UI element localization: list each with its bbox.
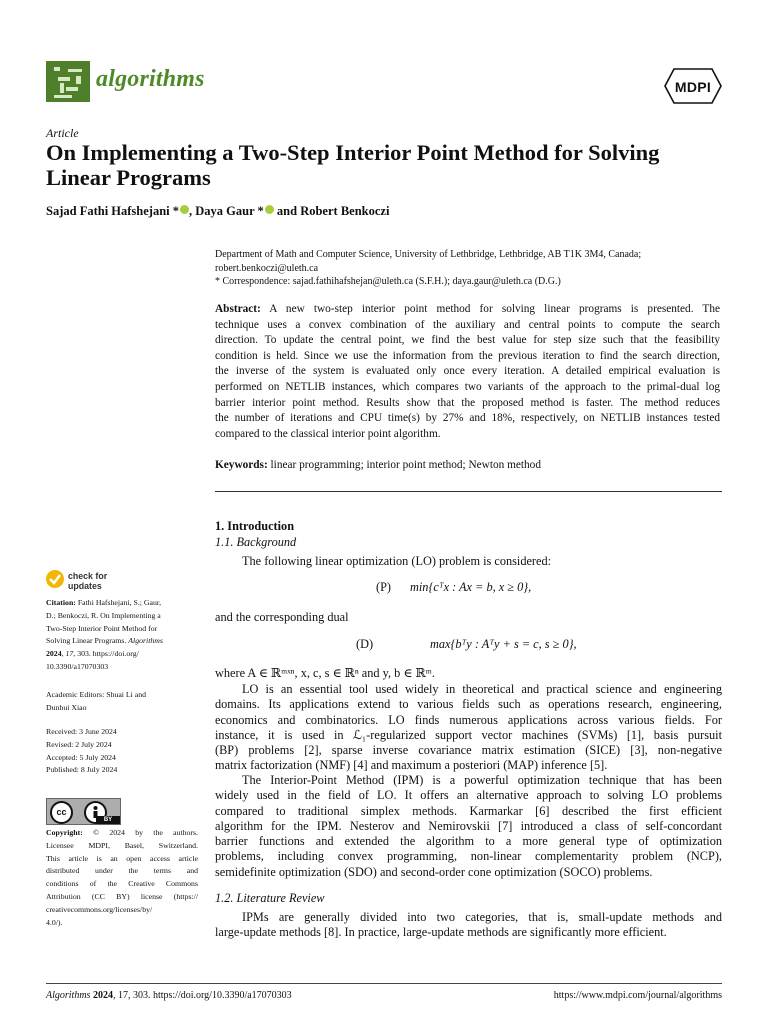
journal-name[interactable]: algorithms — [96, 66, 205, 92]
subsection-heading: 1.1. Background — [215, 535, 297, 549]
affiliation-line: Department of Math and Computer Science, University of Lethbridge, Lethbridge, AB T1K 3M4, Canada; — [215, 249, 642, 260]
author-name[interactable]: , Daya Gaur * — [189, 204, 264, 218]
footer-citation[interactable] — [46, 990, 292, 1001]
equation-primal: min{cᵀx : Ax = b, x ≥ 0}, — [410, 580, 532, 594]
copyright-link[interactable]: creativecommons.org/licenses/by/ — [46, 904, 153, 914]
copyright-text[interactable]: Attribution (CC BY) license (https:// — [46, 891, 198, 901]
orcid-icon[interactable] — [180, 205, 189, 214]
footer-year: 2024 — [92, 990, 113, 1001]
copyright-block — [46, 827, 198, 929]
citation-text: Fathi Hafshejani, S.; Gaur, — [75, 598, 162, 607]
paragraph — [215, 682, 722, 774]
citation-volume: , 17, — [61, 649, 76, 659]
divider — [215, 491, 722, 492]
copyright-text: conditions of the Creative Commons — [46, 879, 198, 889]
paragraph-line: algorithm for the IPM. Nesterov and Nemirovskii [7] introduced a class of self-concordant — [215, 818, 722, 833]
paragraph-text: and the corresponding dual — [215, 610, 349, 624]
footer-doi: , 17, 303. https://doi.org/10.3390/a17070303 — [112, 990, 292, 1001]
academic-editors — [46, 689, 146, 715]
title-line: Linear Programs — [46, 165, 211, 190]
citation-text: Solving Linear Programs. — [46, 636, 129, 646]
paragraph-line: compared to traditional simplex methods. Karmarkar [6] described the first efficient — [215, 803, 722, 818]
citation-text: Two-Step Interior Point Method for — [46, 623, 158, 633]
publication-dates — [46, 726, 117, 777]
orcid-icon[interactable] — [265, 205, 274, 214]
citation-text: D.; Benkoczi, R. On Implementing a — [46, 610, 161, 620]
equation-label: (P) — [376, 580, 392, 594]
check-for-updates-button[interactable] — [68, 571, 107, 591]
mdpi-logo[interactable] — [664, 68, 722, 104]
footer-divider — [46, 983, 722, 984]
abstract-line: the number of iterations and CPU time(s) by 27% and 18%, respectively, on NETLIB instances tested — [215, 412, 720, 425]
paragraph-line: barrier functions and extended the algorithm to a more general type of optimization — [215, 834, 722, 849]
abstract-line: technique uses a convex combination of the auxiliary and central points to compute the search — [215, 318, 720, 331]
equation-dual: max{bᵀy : Aᵀy + s = c, s ≥ 0}, — [430, 637, 577, 651]
keywords-text: linear programming; interior point method; Newton method — [267, 459, 541, 471]
abstract-text: A new two-step interior point method for solving linear programs is presented. The — [260, 303, 720, 315]
cc-icon: cc — [50, 801, 73, 824]
subsection-heading: 1.2. Literature Review — [215, 891, 325, 905]
cc-by-label: BY — [96, 816, 120, 824]
abstract-line: the inverse of the system is evaluated only once every iteration. A detailed empirical evaluation is — [215, 365, 720, 378]
cc-by-license-badge[interactable] — [46, 798, 121, 825]
abstract-line: barrier interior point method. Results show that the proposed method is faster. The method reduces — [215, 396, 720, 409]
paragraph-line: large-update methods [8]. In practice, large-update methods are significantly more efficient. — [215, 925, 667, 940]
section-heading: 1. Introduction — [215, 519, 295, 533]
date-revised: Revised: 2 July 2024 — [46, 739, 112, 749]
footer-journal-url[interactable]: https://www.mdpi.com/journal/algorithms — [553, 990, 722, 1001]
copyright-link[interactable]: 4.0/). — [46, 917, 63, 927]
editors-text: Dunhui Xiao — [46, 702, 87, 712]
equation-label: (D) — [356, 637, 374, 651]
abstract-line: condition is held. Since we use the information from the previous iteration to find the search direction, — [215, 349, 720, 362]
copyright-text: distributed under the terms and — [46, 866, 198, 876]
abstract-line: performed on NETLIB instances, which compares two variants of the approach to the primal-dual log — [215, 380, 720, 393]
paragraph-line: (BP) problems [2], sparse inverse covariance matrix estimation (SICE) [3], non-negative — [215, 743, 722, 758]
date-received: Received: 3 June 2024 — [46, 727, 117, 736]
citation-doi[interactable]: 10.3390/a17070303 — [46, 661, 109, 671]
abstract-line: direction. To update the central point, we find the best value for step size such that the feasibility — [215, 334, 720, 347]
title-line: On Implementing a Two-Step Interior Point Method for Solving — [46, 140, 660, 165]
article-type: Article — [46, 126, 79, 140]
copyright-text: Licensee MDPI, Basel, Switzerland. — [46, 840, 198, 850]
paragraph-line: problems, including convex programming, non-linear complementarity problem (NCP), — [215, 849, 722, 864]
paragraph-line: domains. Its applications extend to various fields such as operations research, engineering, — [215, 697, 722, 712]
abstract-line: compared to the classical interior point algorithm. — [215, 427, 441, 440]
author-list — [46, 204, 389, 219]
check-for-updates-icon[interactable] — [46, 570, 64, 588]
paragraph-line: The Interior-Point Method (IPM) is a powerful optimization technique that has been — [242, 773, 722, 787]
mdpi-logo-text: MDPI — [674, 79, 712, 95]
article-title — [46, 140, 659, 190]
keywords-label: Keywords: — [215, 459, 268, 471]
citation-label: Citation: — [46, 598, 76, 607]
paragraph-text: where A ∈ ℝᵐˣⁿ, x, c, s ∈ ℝⁿ and y, b ∈ ℝᵐ. — [215, 666, 435, 680]
citation-block — [46, 597, 163, 674]
check-text: updates — [68, 581, 102, 591]
copyright-text: © 2024 by the authors. — [82, 828, 198, 837]
citation-year: 2024 — [46, 649, 62, 659]
paragraph-line: IPMs are generally divided into two categories, that is, small-update methods and — [242, 910, 722, 924]
abstract-line — [215, 302, 720, 318]
paragraph — [215, 773, 722, 880]
date-published: Published: 8 July 2024 — [46, 765, 118, 775]
keywords — [215, 459, 541, 471]
abstract — [215, 302, 720, 442]
citation-doi[interactable]: 303. https://doi.org/ — [75, 649, 139, 659]
paragraph-line: matrix factorization (NMF) [4] and maximum a posteriori (MAP) inference [5]. — [215, 758, 608, 773]
affiliations — [215, 248, 641, 289]
paragraph-line: LO is an essential tool used widely in theoretical and practical science and engineering — [242, 682, 722, 696]
copyright-text: This article is an open access article — [46, 853, 198, 863]
algorithm-flow-icon — [46, 61, 90, 102]
author-name[interactable]: Sajad Fathi Hafshejani * — [46, 204, 180, 218]
copyright-label: Copyright: — [46, 828, 83, 837]
paragraph-line: semidefinite optimization (SDO) and second-order cone optimization (SOCO) problems. — [215, 864, 653, 879]
date-accepted: Accepted: 5 July 2024 — [46, 752, 116, 762]
journal-logo — [46, 61, 90, 102]
paragraph-text: The following linear optimization (LO) problem is considered: — [242, 554, 552, 568]
paragraph — [215, 910, 722, 941]
abstract-label: Abstract: — [215, 303, 261, 315]
check-text: check for — [68, 571, 108, 581]
author-name[interactable]: and Robert Benkoczi — [273, 204, 390, 218]
citation-journal: Algorithms — [128, 636, 163, 646]
paragraph-line: widely used in the field of LO. It offers an alternative approach to solving LO problems — [215, 788, 722, 803]
correspondence-line[interactable]: * Correspondence: sajad.fathihafshejan@uleth.ca (S.F.H.); daya.gaur@uleth.ca (D.G.) — [215, 276, 561, 287]
affiliation-email[interactable]: robert.benkoczi@uleth.ca — [215, 262, 319, 274]
paragraph-line: instance, it is used in ℒ₁-regularized support vector machines (SVMs) [1], basis pursuit — [215, 727, 722, 742]
editors-text: Academic Editors: Shuai Li and — [46, 690, 147, 699]
footer-journal: Algorithms — [46, 990, 91, 1001]
paragraph-line: economics and combinatorics. LO finds numerous applications across various fields. For — [215, 712, 722, 727]
